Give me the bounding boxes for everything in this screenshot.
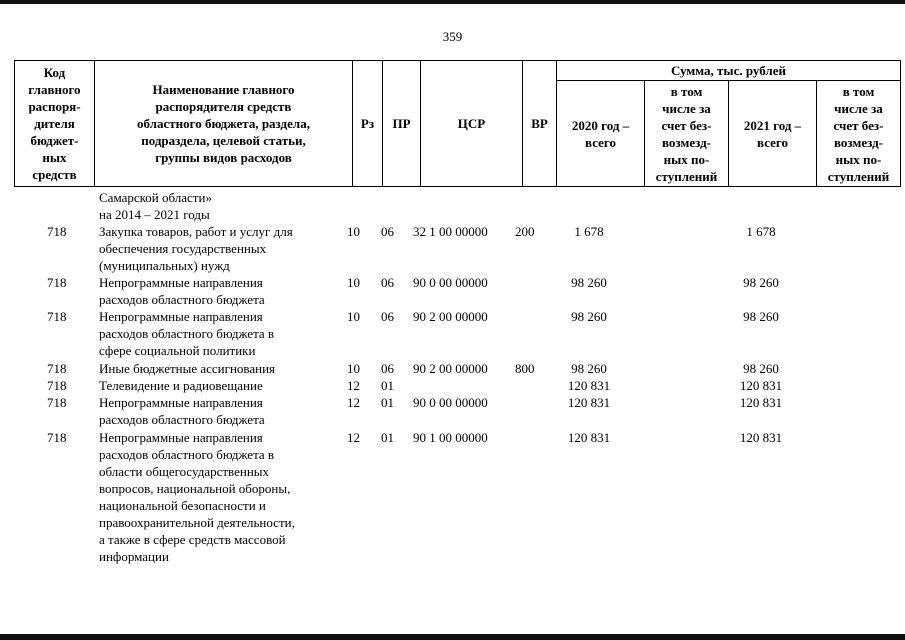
row-name: Непрограммные направления расходов областного бюджета в сфере социальной политики — [99, 309, 275, 358]
row-csr: 90 2 00 00000 — [413, 309, 488, 324]
row-name: Самарской области» на 2014 – 2021 годы — [99, 190, 212, 222]
header-2021-total: 2021 год – всего — [729, 81, 817, 187]
row-sum-2021: 98 260 — [743, 275, 779, 290]
bottom-border — [0, 634, 905, 640]
row-code: 718 — [47, 361, 67, 376]
row-sum-2020: 120 831 — [567, 378, 611, 393]
row-rz: 12 — [347, 430, 360, 445]
row-sum-2021: 1 678 — [746, 224, 776, 239]
row-name: Иные бюджетные ассигнования — [99, 361, 276, 376]
row-sum-2020: 98 260 — [571, 275, 607, 290]
row-code: 718 — [47, 395, 67, 410]
header-pr: ПР — [383, 61, 421, 187]
header-2020-total: 2020 год – всего — [557, 81, 645, 187]
row-pr: 06 — [381, 275, 394, 290]
row-sum-2021: 98 260 — [743, 309, 779, 324]
row-code: 718 — [47, 430, 67, 445]
header-vr: ВР — [523, 61, 557, 187]
row-rz: 10 — [347, 224, 360, 239]
row-sum-2020: 98 260 — [571, 309, 607, 324]
row-sum-2021: 120 831 — [739, 395, 783, 410]
row-pr: 01 — [381, 378, 394, 393]
row-pr: 01 — [381, 395, 394, 410]
row-code: 718 — [47, 378, 67, 393]
header-2021-incl: в том числе за счет без- возмезд- ных по- ступлений — [817, 81, 901, 187]
header-2020-incl: в том числе за счет без- возмезд- ных по- ступлений — [645, 81, 729, 187]
row-sum-2020: 1 678 — [574, 224, 604, 239]
header-csr: ЦСР — [421, 61, 523, 187]
row-code: 718 — [47, 275, 67, 290]
row-csr: 90 0 00 00000 — [413, 275, 488, 290]
row-name: Телевидение и радиовещание — [99, 378, 263, 393]
row-name: Закупка товаров, работ и услуг для обеспечения государственных (муниципальных) нужд — [99, 224, 293, 273]
row-name: Непрограммные направления расходов областного бюджета в области общегосударственных вопросов, национальной обороны, национальной безопасности и правоохранительной деятельности, а также в сфере средств массовой информации — [99, 430, 295, 564]
row-sum-2020: 120 831 — [567, 430, 611, 445]
row-vr: 800 — [515, 361, 535, 376]
row-sum-2020: 98 260 — [571, 361, 607, 376]
row-pr: 06 — [381, 309, 394, 324]
header-rz: Рз — [353, 61, 383, 187]
header-code: Код главного распоря- дителя бюджет- ных средств — [15, 61, 95, 187]
row-sum-2021: 120 831 — [739, 378, 783, 393]
row-rz: 10 — [347, 309, 360, 324]
row-rz: 12 — [347, 395, 360, 410]
row-rz: 10 — [347, 361, 360, 376]
row-sum-2021: 98 260 — [743, 361, 779, 376]
row-rz: 10 — [347, 275, 360, 290]
row-pr: 06 — [381, 361, 394, 376]
header-sum: Сумма, тыс. рублей — [557, 61, 901, 81]
row-vr: 200 — [515, 224, 535, 239]
row-pr: 06 — [381, 224, 394, 239]
row-csr: 90 2 00 00000 — [413, 361, 488, 376]
row-csr: 90 1 00 00000 — [413, 430, 488, 445]
page-number: 359 — [442, 29, 463, 44]
row-rz: 12 — [347, 378, 360, 393]
row-pr: 01 — [381, 430, 394, 445]
row-csr: 90 0 00 00000 — [413, 395, 488, 410]
row-name: Непрограммные направления расходов областного бюджета — [99, 275, 265, 307]
row-name: Непрограммные направления расходов областного бюджета — [99, 395, 265, 427]
row-csr: 32 1 00 00000 — [413, 224, 488, 239]
header-name: Наименование главного распорядителя средств областного бюджета, раздела, подраздела, целевой статьи, группы видов расходов — [95, 61, 353, 187]
row-sum-2020: 120 831 — [567, 395, 611, 410]
row-sum-2021: 120 831 — [739, 430, 783, 445]
row-code: 718 — [47, 224, 67, 239]
row-code: 718 — [47, 309, 67, 324]
